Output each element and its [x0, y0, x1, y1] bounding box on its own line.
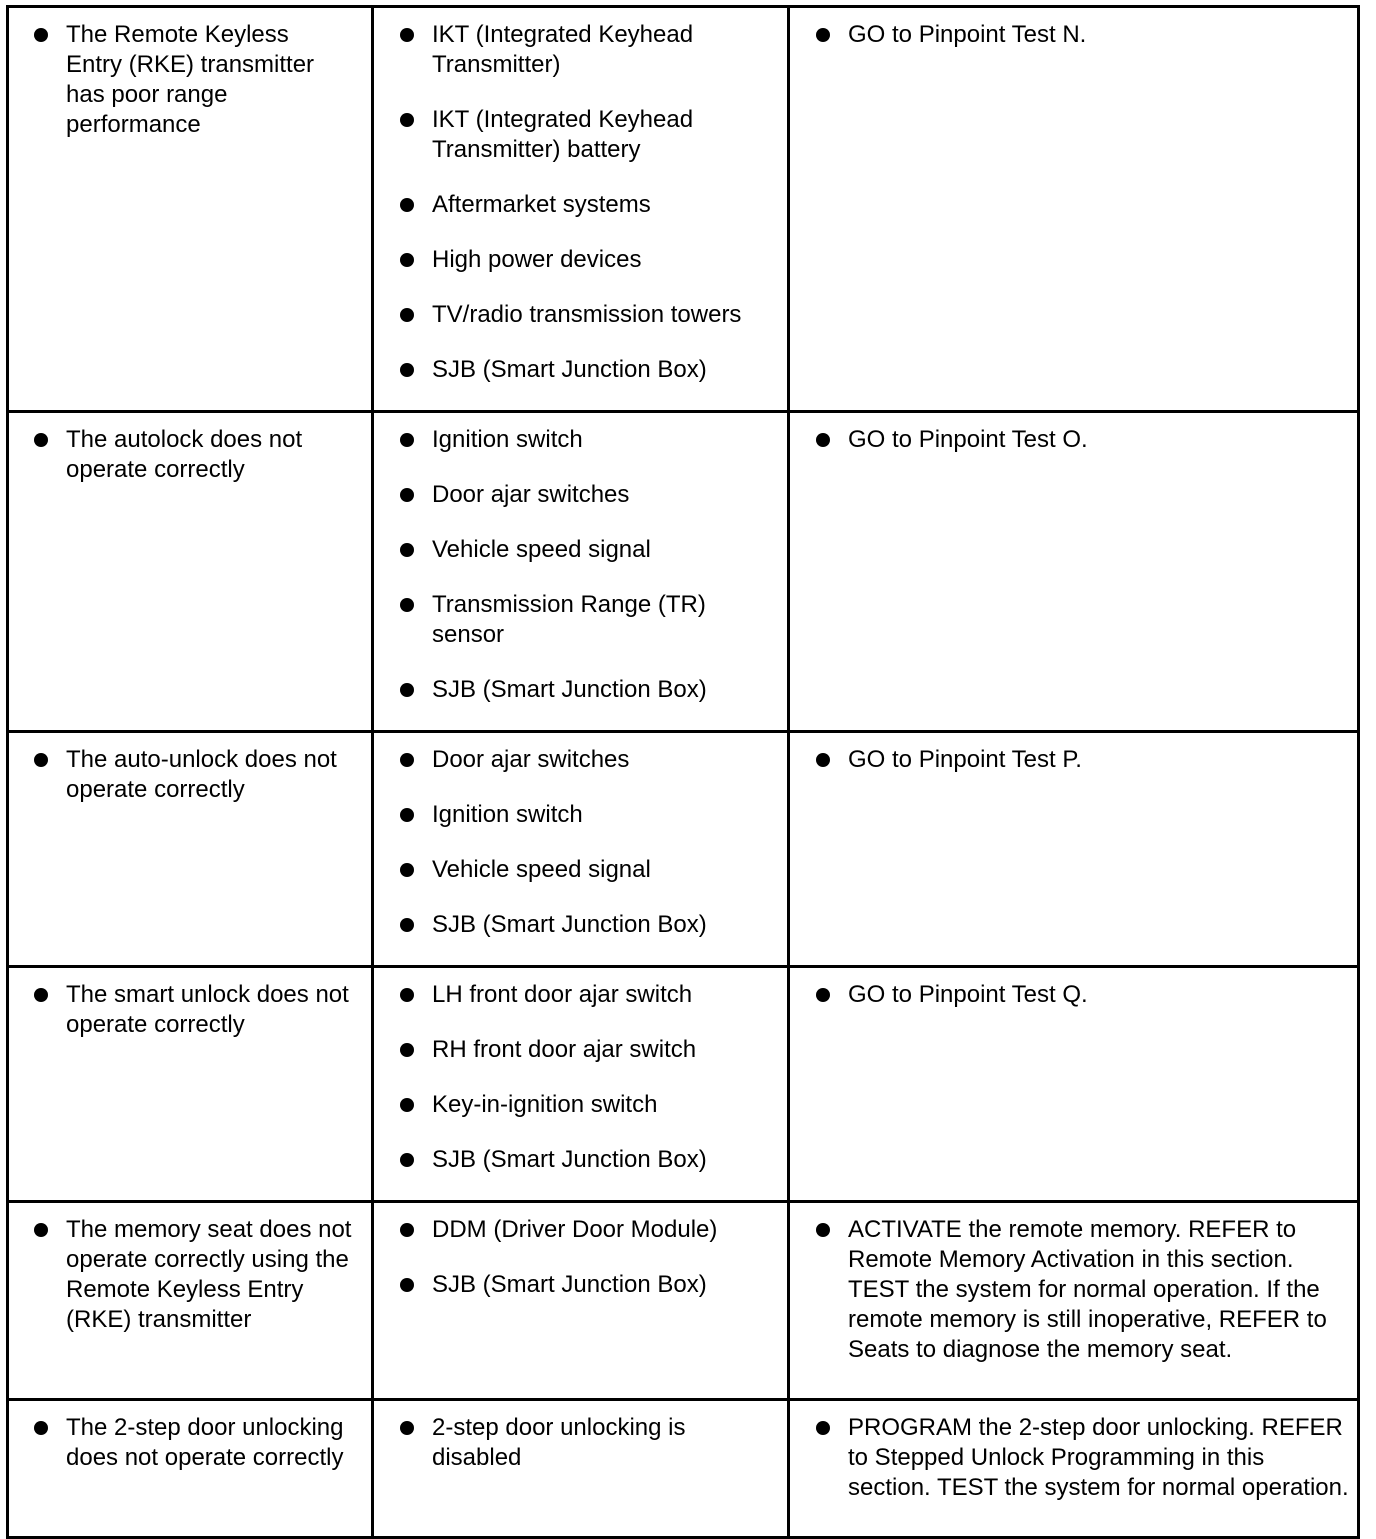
action-cell — [789, 967, 1359, 1202]
cause-cell — [373, 412, 789, 732]
cause-text: Ignition switch — [432, 801, 583, 828]
cause-text: SJB (Smart Junction Box) — [432, 356, 707, 383]
list-item — [9, 980, 366, 1040]
bullet-icon — [400, 113, 414, 127]
table-row — [8, 1202, 1359, 1400]
cause-text: IKT (Integrated Keyhead Transmitter) — [432, 21, 694, 78]
table-row — [8, 7, 1359, 412]
action-text: GO to Pinpoint Test Q. — [848, 981, 1088, 1008]
list-item — [374, 535, 779, 565]
bullet-icon — [816, 1223, 830, 1237]
cause-text: Door ajar switches — [432, 481, 630, 508]
symptom-cell — [8, 1202, 373, 1400]
bullet-icon — [400, 918, 414, 932]
bullet-icon — [400, 598, 414, 612]
symptom-cell — [8, 1400, 373, 1538]
symptom-text: The Remote Keyless Entry (RKE) transmitter has poor range performance — [66, 21, 315, 138]
cause-text: SJB (Smart Junction Box) — [432, 1271, 707, 1298]
table-row — [8, 732, 1359, 967]
list-item — [9, 20, 336, 140]
cause-cell — [373, 1400, 789, 1538]
table-row — [8, 1400, 1359, 1538]
action-text: PROGRAM the 2-step door unlocking. REFER to Stepped Unlock Programming in this section. TEST the system for normal operation. — [848, 1414, 1349, 1501]
bullet-icon — [400, 308, 414, 322]
cause-text: DDM (Driver Door Module) — [432, 1216, 718, 1243]
bullet-icon — [816, 753, 830, 767]
list-item — [374, 300, 779, 330]
cause-text: Key-in-ignition switch — [432, 1091, 658, 1118]
table-row — [8, 412, 1359, 732]
symptom-text: The smart unlock does not operate correctly — [66, 981, 349, 1038]
symptom-cell — [8, 412, 373, 732]
symptom-cell — [8, 7, 373, 412]
list-item — [374, 1270, 779, 1300]
symptom-text: The memory seat does not operate correctly using the Remote Keyless Entry (RKE) transmitter — [66, 1216, 352, 1333]
bullet-icon — [400, 28, 414, 42]
cause-text: Door ajar switches — [432, 746, 630, 773]
bullet-icon — [400, 1153, 414, 1167]
action-text: GO to Pinpoint Test P. — [848, 746, 1082, 773]
cause-text: RH front door ajar switch — [432, 1036, 697, 1063]
list-item — [374, 590, 732, 650]
symptom-text: The auto-unlock does not operate correctly — [66, 746, 337, 803]
list-item — [374, 910, 779, 940]
list-item — [790, 425, 1349, 455]
bullet-icon — [400, 863, 414, 877]
cause-text: Vehicle speed signal — [432, 856, 651, 883]
cause-text: SJB (Smart Junction Box) — [432, 1146, 707, 1173]
cause-text: High power devices — [432, 246, 642, 273]
bullet-icon — [34, 28, 48, 42]
diagnostic-table — [6, 5, 1360, 1539]
bullet-icon — [400, 488, 414, 502]
action-cell — [789, 732, 1359, 967]
list-item — [374, 190, 779, 220]
list-item — [374, 745, 779, 775]
bullet-icon — [400, 1223, 414, 1237]
list-item — [790, 980, 1349, 1010]
list-item — [9, 1215, 371, 1335]
cause-text: Transmission Range (TR) sensor — [432, 591, 706, 648]
bullet-icon — [400, 1043, 414, 1057]
action-cell — [789, 7, 1359, 412]
action-text: GO to Pinpoint Test N. — [848, 21, 1087, 48]
symptom-cell — [8, 967, 373, 1202]
bullet-icon — [400, 1421, 414, 1435]
cause-cell — [373, 1202, 789, 1400]
bullet-icon — [400, 683, 414, 697]
bullet-icon — [400, 253, 414, 267]
list-item — [374, 1090, 779, 1120]
cause-text: SJB (Smart Junction Box) — [432, 676, 707, 703]
action-cell — [789, 1202, 1359, 1400]
cause-text: SJB (Smart Junction Box) — [432, 911, 707, 938]
bullet-icon — [400, 808, 414, 822]
bullet-icon — [34, 988, 48, 1002]
bullet-icon — [816, 28, 830, 42]
list-item — [374, 425, 779, 455]
bullet-icon — [400, 543, 414, 557]
list-item — [374, 105, 779, 165]
action-cell — [789, 412, 1359, 732]
bullet-icon — [400, 1278, 414, 1292]
bullet-icon — [816, 1421, 830, 1435]
symptom-text: The autolock does not operate correctly — [66, 426, 303, 483]
list-item — [374, 355, 779, 385]
list-item — [374, 855, 779, 885]
cause-cell — [373, 732, 789, 967]
bullet-icon — [34, 1421, 48, 1435]
table-row — [8, 967, 1359, 1202]
list-item — [790, 1215, 1349, 1365]
action-cell — [789, 1400, 1359, 1538]
action-text: ACTIVATE the remote memory. REFER to Remote Memory Activation in this section. TEST the system for normal operation. If the remote memory is still inoperative, REFER to Seats to diagnose the memory seat. — [848, 1216, 1327, 1363]
bullet-icon — [400, 198, 414, 212]
bullet-icon — [34, 1223, 48, 1237]
bullet-icon — [816, 988, 830, 1002]
cause-text: IKT (Integrated Keyhead Transmitter) battery — [432, 106, 694, 163]
list-item — [374, 800, 779, 830]
list-item — [374, 245, 779, 275]
list-item — [790, 1413, 1349, 1503]
list-item — [9, 1413, 366, 1473]
list-item — [374, 675, 779, 705]
cause-cell — [373, 7, 789, 412]
cause-text: 2-step door unlocking is disabled — [432, 1414, 686, 1471]
symptom-text: The 2-step door unlocking does not operate correctly — [66, 1414, 344, 1471]
list-item — [374, 980, 779, 1010]
bullet-icon — [816, 433, 830, 447]
cause-text: LH front door ajar switch — [432, 981, 693, 1008]
cause-text: Aftermarket systems — [432, 191, 651, 218]
bullet-icon — [400, 363, 414, 377]
list-item — [374, 480, 779, 510]
cause-text: Vehicle speed signal — [432, 536, 651, 563]
cause-cell — [373, 967, 789, 1202]
cause-text: Ignition switch — [432, 426, 583, 453]
list-item — [790, 745, 1349, 775]
bullet-icon — [400, 988, 414, 1002]
list-item — [9, 745, 366, 805]
cause-text: TV/radio transmission towers — [432, 301, 742, 328]
bullet-icon — [34, 753, 48, 767]
bullet-icon — [400, 433, 414, 447]
bullet-icon — [34, 433, 48, 447]
symptom-cell — [8, 732, 373, 967]
list-item — [790, 20, 1349, 50]
list-item — [9, 425, 326, 485]
list-item — [374, 1035, 779, 1065]
list-item — [374, 20, 779, 80]
action-text: GO to Pinpoint Test O. — [848, 426, 1088, 453]
list-item — [374, 1145, 779, 1175]
list-item — [374, 1215, 779, 1245]
bullet-icon — [400, 753, 414, 767]
list-item — [374, 1413, 722, 1473]
bullet-icon — [400, 1098, 414, 1112]
